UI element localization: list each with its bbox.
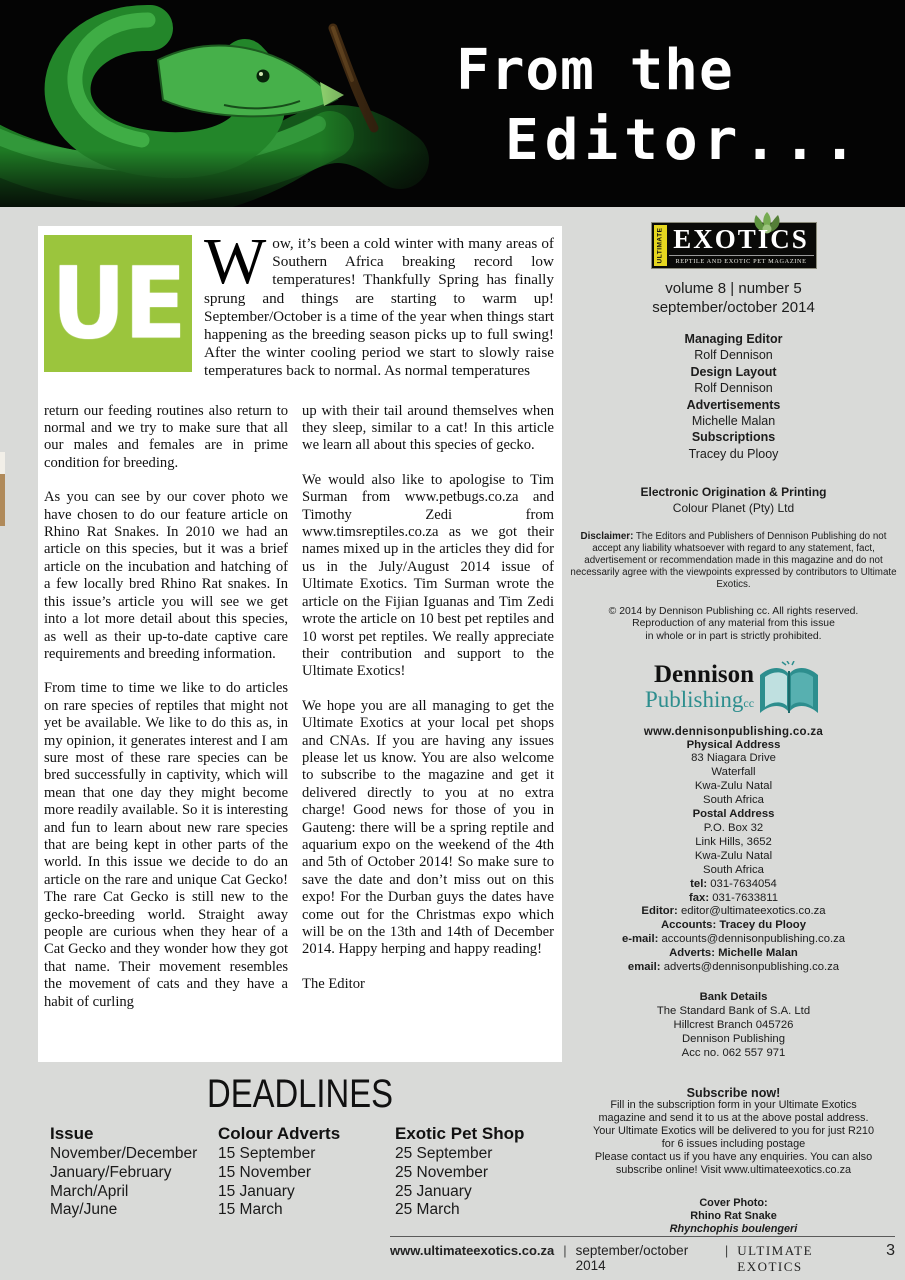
table-cell: 15 November — [218, 1163, 312, 1181]
cover-photo-species: Rhino Rat Snake — [690, 1210, 777, 1223]
credit-role: Design Layout — [690, 364, 777, 379]
footer-separator: | — [563, 1243, 567, 1258]
disclaimer-label: Disclaimer: — [580, 531, 634, 543]
table-cell: 15 January — [218, 1182, 295, 1200]
printing-role: Electronic Origination & Printing — [640, 485, 827, 500]
disclaimer-text: The Editors and Publishers of Dennison Publishing do not accept any liability whatsoever with regard to any statement, fact, advertisement or recommendation made in this magazine and do not necessarily agree with the viewpoints expressed by contributors to Ultimate Exotics. — [570, 531, 897, 590]
table-cell: March/April — [50, 1182, 129, 1200]
cover-photo-credit — [567, 1197, 900, 1237]
credit-name: Michelle Malan — [691, 414, 776, 429]
deadlines-column-colour-adverts: Colour Adverts 15 September 15 November 15 January 15 March — [218, 1123, 395, 1220]
credit-role: Subscriptions — [691, 430, 776, 445]
table-cell: 25 November — [395, 1163, 489, 1181]
contact-line: email: adverts@dennisonpublishing.co.za — [627, 961, 840, 974]
credit-role: Advertisements — [686, 397, 781, 412]
cover-photo-label: Cover Photo: — [699, 1196, 768, 1209]
paragraph: up with their tail around themselves when they sleep, similar to a cat! In this article we learn all about this species of gecko. — [302, 402, 554, 454]
disclaimer — [569, 531, 898, 591]
editorial-right-column — [302, 403, 554, 1028]
magazine-tagline: REPTILE AND EXOTIC PET MAGAZINE — [669, 255, 814, 265]
address-label: Physical Address — [686, 738, 781, 751]
credit-role: Managing Editor — [684, 332, 783, 346]
footer-website: www.ultimateexotics.co.za — [390, 1243, 555, 1258]
volume-number: volume 8 | number 5 — [665, 280, 802, 297]
credit-name: Rolf Dennison — [694, 348, 773, 363]
footer-issue-date: september/october 2014 — [575, 1243, 689, 1273]
contact-line: fax: 031-7633811 — [689, 891, 778, 904]
issue-date: september/october 2014 — [652, 299, 815, 316]
deadlines-column-issue: Issue November/December January/February March/April May/June — [50, 1123, 218, 1220]
staff-credits — [567, 331, 900, 462]
editorial-left-column — [44, 403, 288, 1028]
table-cell: 15 September — [218, 1145, 316, 1162]
snake-photo — [0, 0, 470, 207]
contact-line: Adverts: Michelle Malan — [669, 947, 798, 960]
paragraph: return our feeding routines also return to normal and we try to make sure that all our males and females are in prime condition for breeding. — [44, 402, 289, 471]
postal-address: Postal Address P.O. Box 32 Link Hills, 3652 Kwa-Zulu Natal South Africa — [567, 808, 900, 878]
table-cell: January/February — [50, 1163, 172, 1181]
contact-details — [567, 878, 900, 975]
page-title-line2: Editor... — [505, 108, 863, 173]
copyright-notice: © 2014 by Dennison Publishing cc. All rights reserved. Reproduction of any material from this issue in whole or in part is strictly prohibited. — [608, 605, 859, 642]
masthead-sidebar — [567, 222, 900, 1236]
printing-credit — [567, 484, 900, 516]
drop-cap: W — [204, 225, 267, 298]
deadlines-table — [38, 1123, 562, 1220]
table-cell: 15 March — [218, 1201, 283, 1219]
credit-name: Rolf Dennison — [694, 381, 773, 396]
ue-logo-letters: UE — [51, 245, 185, 362]
contact-line: Accounts: Tracey du Plooy — [660, 919, 806, 932]
publisher-website: www.dennisonpublishing.co.za — [643, 725, 824, 738]
credit-name: Tracey du Plooy — [688, 446, 779, 461]
bank-details: Bank Details The Standard Bank of S.A. Ltd Hillcrest Branch 045726 Dennison Publishing Acc no. 062 557 971 — [567, 991, 900, 1061]
paragraph: We hope you are all managing to get the Ultimate Exotics at your local pet shops and CNAs. If you are having any issues please let us know. You are also welcome to subscribe to the magazine and get it delivered directly to you at no extra charge! Good news for those of you in Gauteng: there will be a spring reptile and aquarium expo on the weekend of the 4th and 5th of October 2014! So make sure to save the date and don’t miss out on this expo! For the Durban guys the dates have come out for the Christmas expo which will be on the 13th and 14th of December 2014. Happy herping and happy reading! — [302, 697, 554, 958]
footer-magazine-name: ULTIMATE EXOTICS — [737, 1243, 814, 1274]
page-edge-sliver-photo — [0, 474, 5, 526]
editor-signoff: The Editor — [302, 975, 365, 992]
table-cell: 25 March — [395, 1201, 460, 1219]
paragraph: We would also like to apologise to Tim Surman from www.petbugs.co.za and Timothy Zedi from www.timsreptiles.co.za as we got their names mixed up in the articles they did for us in the July/August 2014 issue of Ultimate Exotics. Tim Surman wrote the article on the Fijian Iguanas and Tim Zedi wrote the article on 10 best pet reptiles and 10 worst pet reptiles. We really appreciate their contribution and support to the Ultimate Exotics! — [302, 471, 554, 680]
deadlines-heading: DEADLINES — [207, 1072, 393, 1116]
contact-line: tel: 031-7634054 — [690, 877, 777, 890]
contact-line: e-mail: accounts@dennisonpublishing.co.za — [621, 933, 846, 946]
printing-name: Colour Planet (Pty) Ltd — [672, 501, 795, 516]
subscribe-block: Subscribe now! Fill in the subscription form in your Ultimate Exotics magazine and send it to us at the above postal address. Your Ultimate Exotics will be delivered to you for just R210 for 6 issues including postage Please contact us if you have any enquiries. You can also subscribe online! Visit www.ultimateexotics.co.za — [567, 1087, 900, 1177]
deadlines-section — [38, 1072, 562, 1220]
page-edge-sliver — [0, 452, 5, 474]
bank-details-label: Bank Details — [699, 990, 768, 1003]
table-cell: May/June — [50, 1201, 118, 1219]
page-header — [0, 0, 905, 207]
page-title-line1: From the — [456, 38, 734, 103]
physical-address: Physical Address 83 Niagara Drive Waterfall Kwa-Zulu Natal South Africa — [567, 739, 900, 809]
contact-line: Editor: editor@ultimateexotics.co.za — [641, 905, 826, 918]
publisher-name-line2: Publishingcc — [644, 686, 755, 712]
page-number: 3 — [886, 1242, 895, 1259]
page-footer — [390, 1242, 895, 1275]
exotics-wordmark: EXOTICS — [673, 224, 809, 254]
ultimate-vertical-label: ULTIMATE — [654, 225, 667, 266]
editorial-content-box — [38, 226, 562, 1062]
footer-rule — [390, 1236, 895, 1237]
intro-text: ow, it’s been a cold winter with many areas of Southern Africa breaking record low temperatures! Thankfully Spring has finally sprung and things are starting to warm up! September/October is a time of the year when things start happening as the breeding season picks up to full swing! After the winter cooling period we start to slowly raise temperatures back to normal. As normal temperatures — [204, 235, 554, 380]
ue-magazine-logo — [44, 235, 192, 372]
footer-separator: | — [724, 1243, 729, 1258]
paragraph: As you can see by our cover photo we have chosen to do our feature article on Rhino Rat Snakes. In 2010 we had an article on this species, but it was a brief article on the incubation and hatching of a few locally bred Rhino Rat snakes. In this issue’s article you will see we get into a lot more detail about this species, as well as their up-to-date captive care requirements and breeding information. — [44, 489, 289, 662]
table-cell: November/December — [50, 1145, 198, 1162]
publisher-cc-suffix: cc — [743, 695, 755, 710]
address-label: Postal Address — [692, 808, 775, 821]
deadlines-column-exotic-pet-shop: Exotic Pet Shop 25 September 25 November 25 January 25 March — [395, 1123, 562, 1220]
table-cell: 25 September — [395, 1145, 493, 1162]
subscribe-heading: Subscribe now! — [686, 1085, 781, 1100]
exotics-magazine-logo — [651, 222, 817, 269]
paragraph: From time to time we like to do articles on rare species of reptiles that might not yet be available. We like to do this as, in my opinion, it generates interest and I am sure most of these rare species can be bred successfully in captivity, which will mean that one day they might become more readily available. So it is interesting and fun to learn about new rare species that are being kept in other parts of the world. In this issue we decide to do an article on the rare and unique Cat Gecko! The rare Cat Gecko is still new to the gecko-breeding world. Straight away people are curious when they hear of a Cat Gecko and they wonder how they got that name. Their movement resembles the movement of cats and they have a habit of curling — [44, 680, 289, 1010]
publisher-name-line1: Dennison — [653, 660, 755, 688]
dennison-publishing-logo — [567, 661, 900, 717]
table-cell: 25 January — [395, 1182, 472, 1200]
cover-photo-latin-name: Rhynchophis boulengeri — [669, 1223, 798, 1236]
open-book-icon — [756, 661, 822, 717]
